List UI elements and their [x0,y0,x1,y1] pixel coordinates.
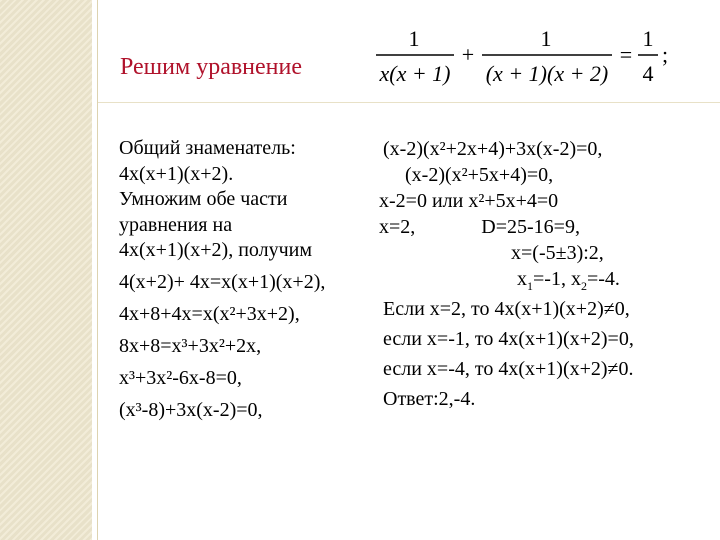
left-line: 4x(x+1)(x+2). [119,162,234,185]
right-line-5: x=(-5±3):2, [511,242,604,264]
right-line-1: (x-2)(x²+2x+4)+3x(x-2)=0, [383,138,603,160]
semicolon: ; [662,42,669,67]
root-x2-value: =-4. [586,268,620,290]
fraction3-denominator: 4 [642,61,654,86]
right-line-4 [379,214,634,240]
left-line: Умножим обе части [119,188,288,210]
fraction3-numerator: 1 [642,26,654,51]
plus-sign: + [461,42,475,67]
decorative-sidebar [0,0,92,540]
right-line-8: если x=-1, то 4x(x+1)(x+2)=0, [383,328,634,350]
right-line-3: x-2=0 или x²+5x+4=0 [379,190,559,212]
fraction1-numerator: 1 [408,26,420,51]
sidebar-divider-thin [97,0,98,540]
root-x1-var: x [517,268,527,290]
fraction1-denominator: x(x + 1) [379,61,451,86]
root-x2-var: =-1, x [533,268,581,290]
left-line: 8x+8=x³+3x²+2x, [119,335,262,357]
left-column [119,136,325,424]
subscript-1: 1 [527,279,533,293]
left-line: 4x+8+4x=x(x²+3x+2), [119,303,300,325]
right-line-7: Если x=2, то 4x(x+1)(x+2)≠0, [383,298,630,320]
sidebar-divider [92,0,94,540]
left-line: уравнения на [119,213,233,236]
left-line: Общий знаменатель: [119,137,296,159]
fraction2-numerator: 1 [540,26,552,51]
right-line-4a: x=2, [379,216,416,238]
left-line: 4x(x+1)(x+2), получим [119,239,313,261]
left-line: x³+3x²-6x-8=0, [119,367,242,389]
left-line: 4(x+2)+ 4x=x(x+1)(x+2), [119,271,326,293]
right-line-2: (x-2)(x²+5x+4)=0, [405,164,554,186]
fraction2-denominator: (x + 1)(x + 2) [485,61,609,86]
subscript-2: 2 [580,279,587,293]
title-rule [98,102,720,103]
right-line-6 [383,266,634,292]
slide-title: Решим уравнение [120,54,303,80]
equals-sign: = [619,42,633,67]
answer-line: Ответ:2,-4. [383,388,476,410]
right-line-4b: D=25-16=9, [481,216,580,238]
left-line: (x³-8)+3x(x-2)=0, [119,399,263,421]
right-column [379,136,634,412]
equation-formula [372,22,672,102]
right-line-9: если x=-4, то 4x(x+1)(x+2)≠0. [383,358,634,380]
